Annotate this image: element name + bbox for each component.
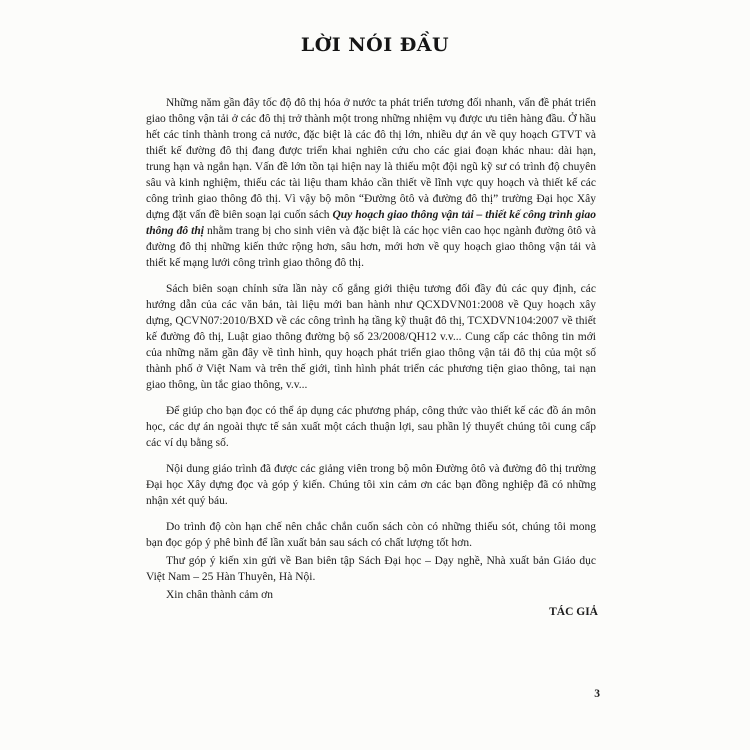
paragraph-intro-text-a: Những năm gần đây tốc độ đô thị hóa ở nước ta phát triển tương đối nhanh, vấn đề phát triển giao thông vận tải ở các đô thị trở thành một trong những nhiệm vụ được ưu tiên hàng đầu. Ở hầu hết các tỉnh thành trong cả nước, đặc biệt là các đô thị lớn, nhiều dự án về quy hoạch GTVT và thiết kế đường đô thị đang được triển khai nghiên cứu cho các giai đoạn khác nhau: dài hạn, trung hạn và ngắn hạn. Vấn đề lớn tồn tại hiện nay là thiếu một đội ngũ kỹ sư có trình độ chuyên sâu và kinh nghiệm, thiếu các tài liệu tham khảo cần thiết về lĩnh vực quy hoạch và thiết kế các công trình giao thông đô thị. Vì vậy bộ môn “Đường ôtô và đường đô thị” trường Đại học Xây dựng đặt vấn đề biên soạn lại cuốn sách	[146, 97, 596, 221]
paragraph-contact: Thư góp ý kiến xin gửi về Ban biên tập Sách Đại học – Dạy nghề, Nhà xuất bản Giáo dục Việt Nam – 25 Hàn Thuyên, Hà Nội.	[146, 555, 596, 583]
paragraph-intro-text-b: nhằm trang bị cho sinh viên và đặc biệt là các học viên cao học ngành đường ôtô và đường đô thị những kiến thức rộng hơn, sâu hơn, mới hơn về quy hoạch giao thông vận tải và thiết kế mạng lưới công trình giao thông đô thị.	[146, 225, 596, 269]
document-body	[146, 95, 596, 613]
author-signature: TÁC GIẢ	[549, 606, 598, 618]
page-number: 3	[594, 688, 600, 700]
paragraph-intro	[146, 95, 596, 271]
paragraph-content: Sách biên soạn chỉnh sửa lần này cố gắng giới thiệu tương đối đầy đủ các quy định, các hướng dẫn của các văn bản, tài liệu mới ban hành như QCXDVN01:2008 về Quy hoạch xây dựng, QCVN07:2010/BXD về các công trình hạ tầng kỹ thuật đô thị, TCXDVN104:2007 về thiết kế đường đô thị, Luật giao thông đường bộ số 23/2008/QH12 v.v... Cung cấp các thông tin mới của những năm gần đây về tình hình, quy hoạch phát triển giao thông vận tải đô thị của một số thành phố ở Việt Nam và trên thế giới, tình hình phát triển các phương tiện giao thông, tai nạn giao thông, ùn tắc giao thông, v.v...	[146, 283, 596, 391]
paragraph-examples: Để giúp cho bạn đọc có thể áp dụng các phương pháp, công thức vào thiết kế các đồ án môn học, các dự án ngoài thực tế sản xuất một cách thuận lợi, sau phần lý thuyết chúng tôi cung cấp các ví dụ bằng số.	[146, 405, 596, 449]
paragraph-limitations: Do trình độ còn hạn chế nên chắc chắn cuốn sách còn có những thiếu sót, chúng tôi mong bạn đọc góp ý phê bình để lần xuất bản sau sách có chất lượng tốt hơn.	[146, 521, 596, 549]
paragraph-thanks: Xin chân thành cảm ơn	[166, 589, 273, 601]
book-title-emphasis: Quy hoạch giao thông vận tải – thiết kế công trình giao thông đô thị	[146, 209, 596, 237]
paragraph-review: Nội dung giáo trình đã được các giảng viên trong bộ môn Đường ôtô và đường đô thị trường Đại học Xây dựng đọc và góp ý kiến. Chúng tôi xin cảm ơn các bạn đồng nghiệp đã có những nhận xét quý báu.	[146, 463, 596, 507]
page-title: LỜI NÓI ĐẦU	[300, 34, 450, 56]
